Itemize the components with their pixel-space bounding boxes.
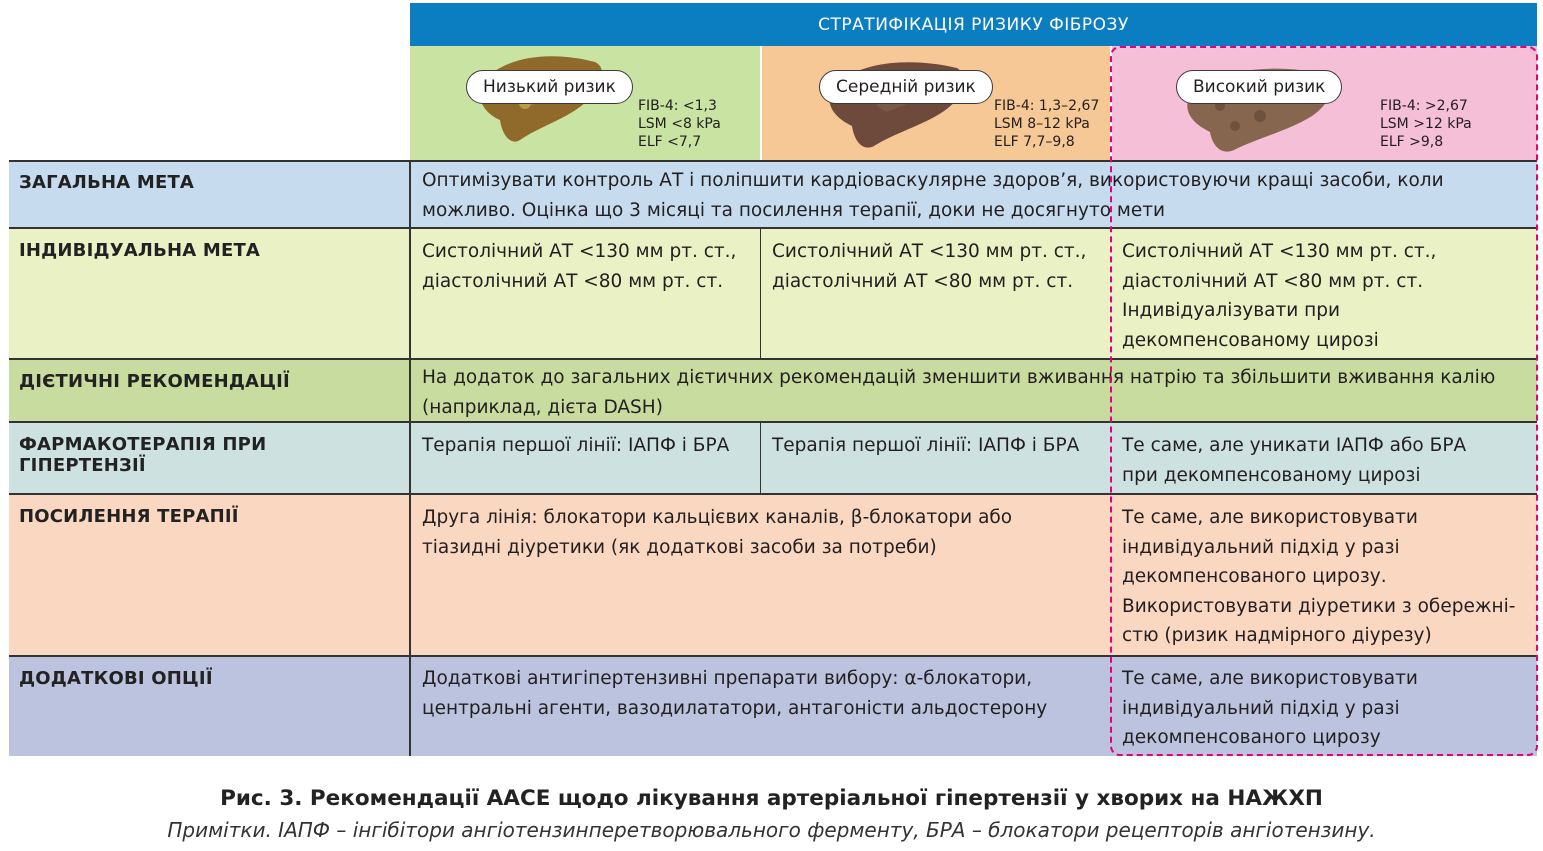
- risk-low-label: Низький ризик: [466, 70, 633, 104]
- cell-individual-high: Систолічний АТ <130 мм рт. ст., діастолічний АТ <80 мм рт. ст. Індивідуалізувати при декомпенсованому цирозі: [1122, 241, 1437, 351]
- cell-additional-high: Те саме, але використовувати індивідуальний підхід у разі декомпенсованого цирозу: [1122, 668, 1418, 748]
- grid-line: [9, 358, 1537, 360]
- risk-high-label: Високий ризик: [1176, 70, 1342, 104]
- risk-low-metrics: FIB-4: <1,3 LSM <8 kPa ELF <7,7: [638, 98, 721, 150]
- row-label-additional: ДОДАТКОВІ ОПЦІЇ: [9, 656, 410, 756]
- grid-line: [9, 655, 1537, 657]
- cell-pharma-low: Терапія першої лінії: ІАПФ і БРА: [422, 435, 730, 456]
- risk-low-cell: [410, 46, 760, 160]
- row-label-intensify: ПОСИЛЕННЯ ТЕРАПІЇ: [9, 494, 410, 656]
- cell-additional-lowmid: Додаткові антигіпертензивні препарати вибору: α-блокатори, центральні агенти, вазодилататори, антагоністи альдостерону: [422, 668, 1048, 719]
- figure-caption-note: Примітки. ІАПФ – інгібітори ангіотензинперетворювального ферменту, БРА – блокатори рецепторів ангіотензину.: [167, 818, 1376, 842]
- grid-line: [760, 228, 761, 359]
- cell-intensify-high: Те саме, але використовувати індивідуальний підхід у разі декомпенсованого цирозу. Використовувати діуретики з обережні-стю (ризик надмірного діурезу): [1122, 507, 1516, 646]
- risk-high-cell: [1110, 46, 1537, 160]
- grid-line: [760, 422, 761, 494]
- risk-mid-label: Середній ризик: [819, 70, 993, 104]
- figure-caption-title: Рис. 3. Рекомендації ААСЕ щодо лікування артеріальної гіпертензії у хворих на НАЖХП: [220, 786, 1323, 811]
- row-label-diet: ДІЄТИЧНІ РЕКОМЕНДАЦІЇ: [9, 359, 410, 422]
- risk-mid-cell: [760, 46, 1110, 160]
- cell-general-all: Оптимізувати контроль АТ і поліпшити кардіоваскулярне здоров’я, використовуючи кращі засоби, коли можливо. Оцінка що 3 місяці та посилення терапії, доки не досягнуто мети: [422, 170, 1444, 221]
- cell-individual-mid: Систолічний АТ <130 мм рт. ст., діастолічний АТ <80 мм рт. ст.: [772, 241, 1087, 292]
- row-label-pharma: ФАРМАКОТЕРАПІЯ ПРИ ГІПЕРТЕНЗІЇ: [9, 422, 410, 494]
- row-label-individual: ІНДИВІДУАЛЬНА МЕТА: [9, 228, 410, 359]
- cell-pharma-high: Те саме, але уникати ІАПФ або БРА при декомпенсованому цирозі: [1122, 435, 1467, 486]
- cell-diet-all: На додаток до загальних дієтичних рекомендацій зменшити вживання натрію та збільшити вживання калію (наприклад, дієта DASH): [422, 367, 1496, 418]
- cell-individual-low: Систолічний АТ <130 мм рт. ст., діастолічний АТ <80 мм рт. ст.: [422, 241, 737, 292]
- risk-high-metrics: FIB-4: >2,67 LSM >12 kPa ELF >9,8: [1380, 98, 1472, 150]
- grid-line: [9, 160, 1537, 162]
- grid-line: [9, 421, 1537, 423]
- grid-line: [410, 160, 411, 756]
- cell-pharma-mid: Терапія першої лінії: ІАПФ і БРА: [772, 435, 1080, 456]
- cell-intensify-lowmid: Друга лінія: блокатори кальцієвих каналів, β-блокатори або тіазидні діуретики (як додаткові засоби за потреби): [422, 507, 1013, 558]
- grid-line: [9, 227, 1537, 229]
- risk-stratification-header: СТРАТИФІКАЦІЯ РИЗИКУ ФІБРОЗУ: [410, 3, 1537, 46]
- risk-mid-metrics: FIB-4: 1,3–2,67 LSM 8–12 kPa ELF 7,7–9,8: [994, 98, 1100, 150]
- row-label-general: ЗАГАЛЬНА МЕТА: [9, 160, 410, 228]
- grid-line: [9, 493, 1537, 495]
